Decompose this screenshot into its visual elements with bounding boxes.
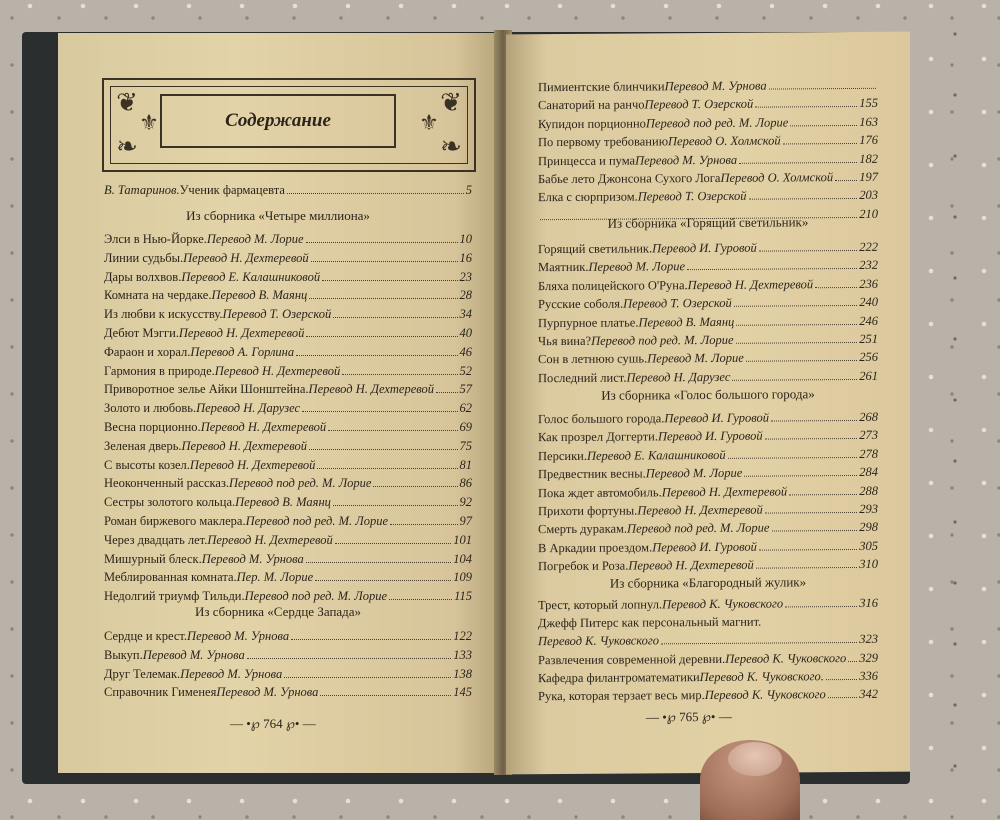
- entry-page: 203: [859, 188, 878, 203]
- entry-page: 34: [459, 307, 472, 322]
- entry-page: 75: [459, 438, 472, 453]
- entry-title: Дебют Мэгги.: [104, 326, 179, 340]
- toc-entry: [104, 288, 472, 303]
- toc-entry: [538, 520, 878, 537]
- dot-leader: [771, 420, 857, 422]
- toc-entry: [104, 570, 472, 585]
- entry-translator: Перевод Т. Озерской: [644, 97, 754, 112]
- entry-translator: Перевод под ред. М. Лорие: [645, 115, 789, 131]
- entry-translator: Перевод Е. Калашниковой: [586, 447, 726, 463]
- dot-leader: [828, 697, 857, 698]
- entry-page: 52: [459, 363, 472, 378]
- entry-title: Погребок и Роза.: [538, 558, 629, 574]
- toc-entry: [538, 151, 878, 168]
- dot-leader: [320, 695, 451, 696]
- entry-translator: Перевод под ред. М. Лорие: [591, 332, 734, 348]
- entry-title: Чья вина?: [538, 333, 592, 349]
- entry-title: Кафедра филантроматематики: [538, 669, 700, 685]
- dot-leader: [759, 549, 857, 551]
- entry-page: 222: [859, 239, 878, 254]
- toc-entry: [538, 650, 878, 667]
- corner-ornament-icon: ❧: [116, 132, 138, 161]
- toc-entry: [104, 589, 472, 604]
- entry-title: Джефф Питерс как персональный магнит.: [538, 614, 762, 631]
- toc-entry-intro: [104, 183, 472, 198]
- entry-title: Дары волхвов.: [104, 269, 182, 284]
- entry-title: Принцесса и пума: [538, 153, 636, 168]
- entry-page: 236: [859, 276, 878, 291]
- entry-title: Горящий светильник.: [538, 241, 653, 257]
- entry-translator: Перевод А. Горлина: [190, 344, 295, 359]
- entry-translator: Перевод К. Чуковского: [725, 650, 847, 666]
- section-heading: Из сборника «Горящий светильник»: [607, 214, 809, 231]
- entry-translator: Перевод М. Урнова: [664, 78, 767, 94]
- entry-title: Роман биржевого маклера.: [104, 514, 246, 528]
- entry-title: Елка с сюрпризом.: [538, 189, 638, 205]
- section-heading: Из сборника «Голос большого города»: [601, 386, 815, 403]
- entry-translator: Перевод Н. Дехтеревой: [308, 382, 435, 397]
- toc-entry: [104, 232, 472, 247]
- entry-page: 5: [465, 183, 472, 197]
- dot-leader: [342, 374, 457, 375]
- intro-author: В. Татаринов.: [104, 183, 180, 197]
- entry-title: Предвестник весны.: [538, 466, 646, 482]
- dot-leader: [815, 287, 857, 288]
- toc-entry: [104, 458, 472, 473]
- entry-title: Из любви к искусству.: [104, 307, 223, 322]
- entry-page: 109: [453, 570, 472, 585]
- entry-page: 210: [859, 206, 878, 221]
- entry-title: Бабье лето Джонсона Сухого Лога: [538, 170, 721, 187]
- dot-leader: [302, 411, 457, 412]
- entry-page: 284: [859, 465, 878, 480]
- dot-leader: [765, 512, 857, 514]
- dot-leader: [749, 198, 858, 200]
- entry-page: 133: [453, 647, 472, 662]
- toc-entry: [104, 401, 472, 416]
- dot-leader: [783, 143, 858, 145]
- dot-leader: [309, 449, 458, 450]
- entry-translator: Перевод Н. Дехтеревой: [628, 557, 754, 573]
- entry-translator: Перевод Т. Озерской: [623, 296, 732, 311]
- entry-translator: Перевод Н. Дехтеревой: [687, 277, 814, 292]
- dot-leader: [736, 324, 857, 326]
- section-heading: Из сборника «Четыре миллиона»: [186, 208, 370, 223]
- section-heading: Из сборника «Сердце Запада»: [194, 604, 362, 619]
- entry-page: 40: [459, 326, 472, 340]
- entry-title: Мишурный блеск.: [104, 551, 202, 566]
- dot-leader: [848, 661, 857, 662]
- entry-page: 293: [859, 501, 878, 516]
- dot-leader: [785, 606, 857, 608]
- entry-page: 329: [859, 650, 878, 665]
- dot-leader: [736, 342, 858, 344]
- dot-leader: [755, 106, 857, 108]
- entry-page: 23: [459, 269, 472, 284]
- corner-ornament-icon: ❦: [116, 88, 138, 117]
- entry-page: 62: [459, 401, 472, 416]
- entry-translator: Перевод М. Лорие: [645, 465, 743, 481]
- dot-leader: [284, 677, 451, 678]
- entry-page: 278: [859, 446, 878, 461]
- entry-title: Прихоти фортуны.: [538, 503, 638, 519]
- toc-entry: [538, 96, 878, 113]
- toc-entry: [538, 277, 878, 294]
- entry-title: Золото и любовь.: [104, 401, 197, 416]
- entry-title: Сердце и крест.: [104, 629, 188, 643]
- entry-translator: Перевод под ред. М. Лорие: [245, 514, 389, 528]
- entry-title: Приворотное зелье Айки Шонштейна.: [104, 382, 309, 397]
- dot-leader: [373, 486, 457, 487]
- toc-entry: [104, 307, 472, 322]
- page-title: Содержание: [160, 94, 396, 148]
- entry-title: Санаторий на ранчо: [538, 97, 645, 113]
- entry-title: Друг Телемак.: [104, 666, 181, 681]
- entry-title: Сон в летнюю сушь.: [538, 351, 648, 367]
- entry-title: Пимиентские блинчики: [538, 79, 665, 95]
- entry-page: 261: [859, 368, 878, 383]
- dot-leader: [732, 379, 857, 381]
- toc-entry: [104, 364, 472, 379]
- toc-entry: [104, 629, 472, 644]
- dot-leader: [291, 639, 451, 640]
- toc-entry: [538, 428, 878, 445]
- entry-page: 305: [859, 538, 878, 553]
- toc-entry: [104, 667, 472, 682]
- entry-title: Через двадцать лет.: [104, 532, 208, 547]
- toc-entry: [104, 495, 472, 510]
- dot-leader: [746, 360, 857, 362]
- dot-leader: [333, 317, 457, 318]
- entry-page: 298: [859, 520, 878, 535]
- title-frame: [102, 78, 476, 172]
- dot-leader: [739, 162, 857, 164]
- dot-leader: [328, 430, 457, 431]
- entry-translator: Перевод Н. Дехтеревой: [661, 484, 788, 499]
- dot-leader: [247, 658, 452, 659]
- dot-leader: [306, 242, 458, 243]
- dot-leader: [335, 543, 451, 544]
- toc-entry: [538, 410, 878, 427]
- entry-page: 197: [859, 169, 878, 184]
- entry-translator: Перевод В. Маянц: [211, 288, 308, 303]
- toc-entry: [538, 447, 878, 464]
- left-page: [58, 33, 498, 773]
- toc-entry: [104, 476, 472, 491]
- entry-page: 182: [859, 151, 878, 166]
- toc-entry: [538, 483, 878, 500]
- entry-translator: Перевод М. Урнова: [187, 629, 290, 643]
- toc-entry: [538, 632, 878, 649]
- entry-translator: Перевод И. Гуровой: [652, 539, 757, 555]
- entry-translator: Перевод И. Гуровой: [652, 240, 757, 256]
- entry-page: 342: [859, 686, 878, 701]
- dot-leader: [687, 268, 857, 270]
- entry-translator: Перевод Н. Дарузес: [196, 401, 301, 416]
- entry-translator: Перевод Т. Озерской: [222, 307, 332, 322]
- toc-entry: [538, 258, 878, 275]
- dot-leader: [790, 125, 857, 126]
- toc-entry: [104, 685, 472, 700]
- dot-leader: [317, 468, 457, 469]
- entry-translator: Перевод В. Маянц: [638, 314, 735, 330]
- entry-page: 310: [859, 557, 878, 572]
- toc-entry: [538, 557, 878, 574]
- page-number: — •℘ 764 ℘• —: [230, 716, 316, 731]
- entry-title: Развлечения современной деревни.: [538, 651, 726, 667]
- toc-entry: [538, 240, 878, 257]
- entry-translator: Перевод О. Холмской: [668, 133, 781, 149]
- entry-translator: Перевод М. Лорие: [588, 259, 686, 275]
- entry-page: 323: [859, 632, 878, 647]
- entry-translator: Перевод Н. Дехтеревой: [181, 438, 307, 453]
- toc-entry: [538, 687, 878, 704]
- dot-leader: [835, 180, 857, 181]
- entry-title: По первому требованию: [538, 134, 669, 150]
- entry-title: С высоты козел.: [104, 457, 190, 472]
- toc-entry: [538, 332, 878, 349]
- entry-title: Бляха полицейского О'Руна.: [538, 277, 688, 293]
- dot-leader: [287, 193, 464, 194]
- entry-title: Выкуп.: [104, 647, 143, 662]
- entry-translator: Перевод под ред. М. Лорие: [627, 520, 770, 536]
- entry-page: 246: [859, 313, 878, 328]
- dot-leader: [311, 261, 458, 262]
- dot-leader: [333, 505, 458, 506]
- dot-leader: [322, 280, 457, 281]
- entry-title: Зеленая дверь.: [104, 438, 182, 453]
- entry-translator: Перевод Н. Дехтеревой: [183, 250, 309, 265]
- fleur-ornament-icon: ⚜: [139, 110, 159, 135]
- toc-entry: [538, 614, 878, 631]
- entry-translator: Перевод К. Чуковского: [538, 633, 660, 649]
- toc-entry: [538, 465, 878, 482]
- entry-translator: Перевод Н. Дарузес: [626, 369, 731, 385]
- entry-translator: Перевод О. Холмской: [720, 170, 834, 185]
- dot-leader: [772, 530, 858, 532]
- dot-leader: [389, 599, 452, 600]
- entry-translator: Перевод Н. Дехтеревой: [200, 420, 327, 434]
- entry-translator: Перевод М. Урнова: [635, 152, 738, 168]
- toc-entry: [104, 514, 472, 529]
- dot-leader: [744, 475, 857, 477]
- entry-page: 251: [859, 331, 878, 346]
- entry-translator: Перевод В. Маянц: [235, 495, 331, 510]
- corner-ornament-icon: ❧: [440, 132, 462, 161]
- entry-page: 69: [459, 420, 472, 434]
- entry-translator: Перевод К. Чуковского: [662, 596, 784, 612]
- toc-entry: [538, 596, 878, 613]
- entry-translator: Перевод М. Урнова: [201, 551, 304, 566]
- entry-title: Элси в Нью-Йорке.: [104, 232, 207, 246]
- toc-entry: [538, 170, 878, 187]
- toc-entry: [104, 345, 472, 360]
- entry-page: 86: [459, 476, 472, 491]
- entry-title: Голос большого города.: [538, 411, 665, 427]
- toc-entry: [104, 552, 472, 567]
- entry-page: 268: [859, 409, 878, 424]
- entry-page: 273: [859, 428, 878, 443]
- entry-page: 155: [859, 96, 878, 111]
- entry-translator: Перевод под ред. М. Лорие: [244, 589, 388, 604]
- dot-leader: [826, 679, 857, 680]
- entry-title: В Аркадии проездом.: [538, 540, 653, 555]
- entry-title: Неоконченный рассказ.: [104, 476, 230, 491]
- entry-page: 122: [453, 629, 472, 643]
- entry-title: Последний лист.: [538, 370, 627, 385]
- entry-translator: Перевод Н. Дехтеревой: [189, 457, 316, 472]
- section-heading: Из сборника «Благородный жулик»: [609, 574, 807, 591]
- entry-page: 16: [459, 250, 472, 265]
- entry-page: 145: [453, 685, 472, 700]
- entry-title: Справочник Гименея: [104, 685, 217, 700]
- entry-page: 240: [859, 295, 878, 310]
- entry-page: 57: [459, 382, 472, 397]
- toc-entry: [104, 382, 472, 397]
- entry-title: Комната на чердаке.: [104, 288, 212, 303]
- entry-title: Недолгий триумф Тильди.: [104, 589, 245, 604]
- entry-translator: Перевод М. Лорие: [206, 232, 304, 246]
- entry-translator: Перевод Н. Дехтеревой: [207, 532, 333, 547]
- dot-leader: [728, 457, 858, 459]
- dot-leader: [315, 580, 451, 581]
- entry-page: 101: [453, 532, 472, 547]
- dot-leader: [390, 524, 457, 525]
- entry-page: 97: [459, 514, 472, 528]
- entry-page: 115: [454, 589, 472, 604]
- toc-entry: [538, 539, 878, 556]
- entry-page: 176: [859, 133, 878, 148]
- page-number: — •℘ 765 ℘• —: [646, 708, 732, 725]
- entry-page: 288: [859, 483, 878, 498]
- dot-leader: [734, 305, 857, 307]
- toc-entry: [104, 533, 472, 548]
- toc-entry: [538, 188, 878, 205]
- entry-title: Купидон порционно: [538, 116, 646, 131]
- toc-entry: [104, 251, 472, 266]
- entry-title: Пурпурное платье.: [538, 315, 639, 330]
- dot-leader: [306, 336, 457, 337]
- entry-translator: Перевод М. Урнова: [216, 685, 319, 700]
- entry-translator: Пер. М. Лорие: [236, 570, 314, 585]
- dot-leader: [759, 250, 857, 252]
- entry-page: 46: [459, 344, 472, 359]
- entry-title: Маятник.: [538, 260, 589, 275]
- toc-entry: [538, 350, 878, 367]
- entry-translator: Перевод Н. Дехтеревой: [178, 326, 305, 340]
- toc-entry: [538, 369, 878, 386]
- dot-leader: [661, 642, 857, 644]
- entry-title: Весна порционно.: [104, 420, 201, 434]
- entry-page: 92: [459, 495, 472, 510]
- entry-translator: Перевод М. Урнова: [142, 647, 245, 662]
- entry-page: 163: [859, 114, 878, 129]
- fleur-ornament-icon: ⚜: [419, 110, 439, 135]
- entry-page: 336: [859, 668, 878, 683]
- dot-leader: [756, 567, 857, 569]
- entry-page: 104: [453, 551, 472, 566]
- toc-entry: [538, 295, 878, 312]
- right-page: [506, 32, 910, 775]
- dot-leader: [309, 298, 457, 299]
- toc-entry: [104, 648, 472, 663]
- entry-title: Русские соболя.: [538, 296, 624, 312]
- entry-translator: Перевод К. Чуковского: [704, 687, 826, 703]
- entry-translator: Перевод М. Урнова: [180, 666, 283, 681]
- entry-title: Рука, которая терзает весь мир.: [538, 688, 705, 704]
- entry-translator: Перевод под ред. М. Лорие: [229, 476, 372, 491]
- toc-entry: [538, 313, 878, 330]
- entry-title: Гармония в природе.: [104, 363, 215, 378]
- entry-translator: Перевод М. Лорие: [647, 351, 744, 366]
- entry-title: Сестры золотого кольца.: [104, 495, 236, 510]
- toc-entry: [104, 326, 472, 341]
- entry-page: 28: [459, 288, 472, 303]
- toc-entry: [538, 78, 878, 95]
- dot-leader: [789, 494, 857, 495]
- entry-title: Линии судьбы.: [104, 250, 184, 265]
- entry-title: Трест, который лопнул.: [538, 597, 663, 613]
- intro-title: Ученик фармацевта: [179, 183, 285, 197]
- entry-translator: Перевод И. Гуровой: [657, 429, 763, 444]
- entry-title: Как прозрел Доггерти.: [538, 429, 658, 445]
- entry-page: 81: [459, 457, 472, 472]
- toc-entry: [538, 133, 878, 150]
- toc-entry: [104, 270, 472, 285]
- entry-title: Смерть дуракам.: [538, 521, 628, 537]
- thumbnail: [728, 742, 782, 776]
- entry-page: 138: [453, 666, 472, 681]
- dot-leader: [769, 88, 876, 90]
- entry-translator: Перевод Т. Озерской: [637, 189, 747, 204]
- entry-page: 316: [859, 595, 878, 610]
- entry-page: 10: [459, 232, 472, 246]
- toc-entry: [538, 115, 878, 132]
- entry-page: 232: [859, 258, 878, 273]
- toc-entry: [104, 439, 472, 454]
- entry-title: Персики.: [538, 448, 587, 463]
- entry-title: Фараон и хорал.: [104, 344, 191, 359]
- toc-entry: [538, 669, 878, 686]
- dot-leader: [296, 355, 457, 356]
- toc-entry: [104, 420, 472, 435]
- entry-title: Пока ждет автомобиль.: [538, 484, 662, 500]
- entry-translator: Перевод Е. Калашниковой: [181, 269, 321, 284]
- dot-leader: [436, 392, 457, 393]
- entry-translator: Перевод К. Чуковского.: [699, 668, 824, 684]
- dot-leader: [306, 562, 451, 563]
- dot-leader: [765, 438, 858, 440]
- toc-entry: [538, 502, 878, 519]
- entry-title: Меблированная комната.: [104, 570, 237, 585]
- entry-translator: Перевод Н. Дехтеревой: [637, 502, 763, 518]
- entry-page: 256: [859, 350, 878, 365]
- corner-ornament-icon: ❦: [440, 88, 462, 117]
- entry-translator: Перевод Н. Дехтеревой: [214, 363, 341, 378]
- entry-translator: Перевод И. Гуровой: [664, 410, 770, 426]
